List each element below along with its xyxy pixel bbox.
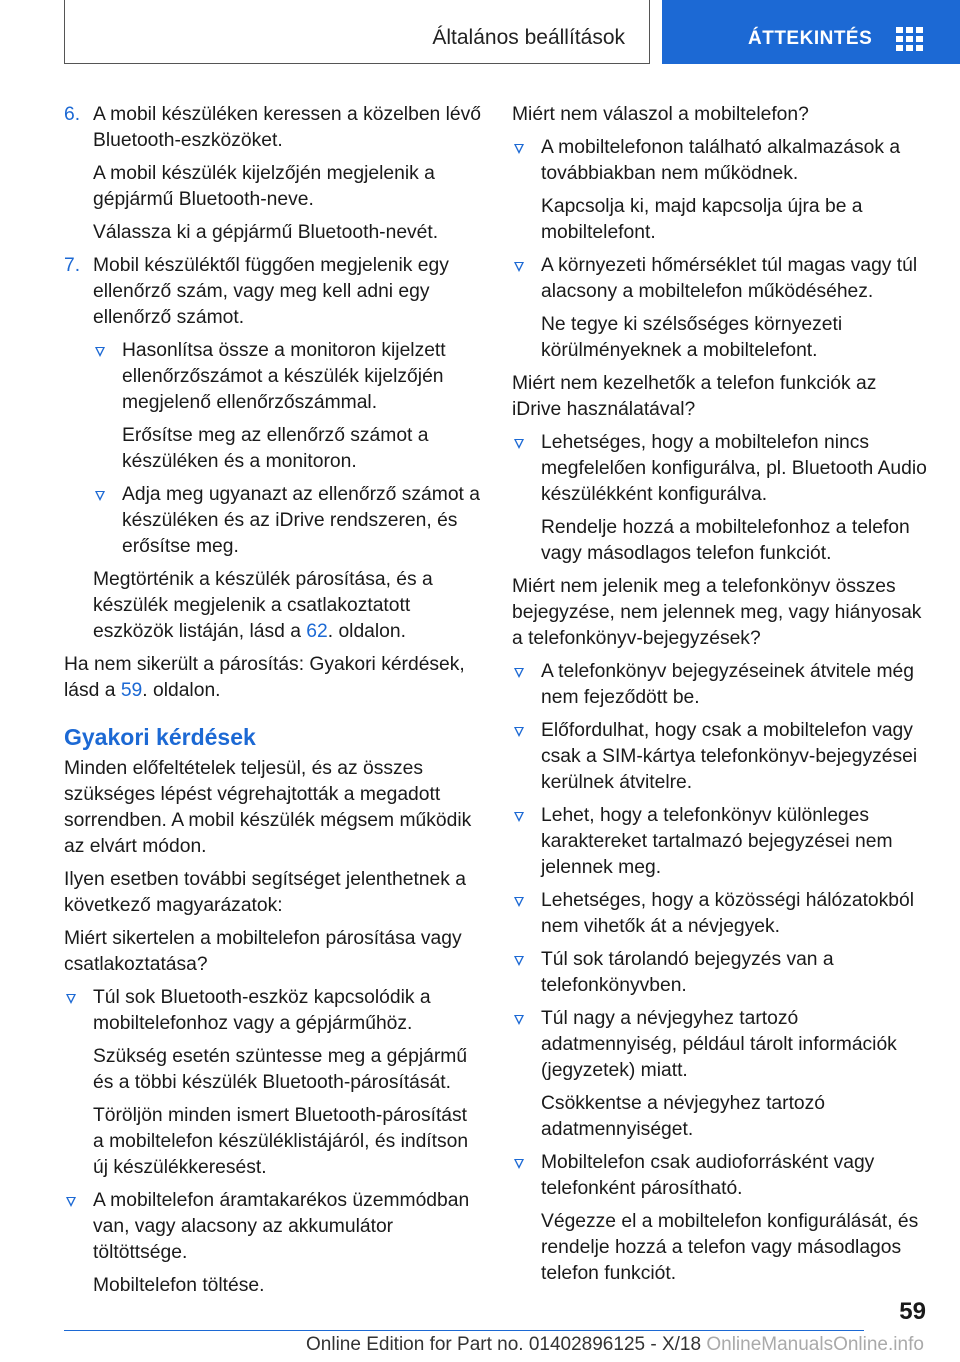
bullet-note: Kapcsolja ki, majd kapcsolja újra be a mobiltelefont. xyxy=(541,196,863,243)
bullet-item xyxy=(93,338,482,416)
bullet-note: Erősítse meg az ellenőrző számot a készüléken és a monitoron. xyxy=(122,425,429,472)
triangle-bullet-icon xyxy=(95,491,105,501)
triangle-bullet-icon xyxy=(514,812,524,822)
bullet-text: Túl sok Bluetooth-eszköz kapcsolódik a mobiltelefonhoz vagy a gépjárműhöz. xyxy=(93,987,431,1034)
triangle-bullet-icon xyxy=(514,727,524,737)
note-text: Megtörténik a készülék párosítása, és a készülék megjelenik a csatlakoztatott eszközök listáján, lásd a xyxy=(93,569,433,642)
triangle-bullet-icon xyxy=(514,439,524,449)
bullet-item xyxy=(512,888,928,940)
bullet-item xyxy=(512,253,928,305)
bullet-text: Lehet, hogy a telefonkönyv különleges karaktereket tartalmazó bejegyzései nem jelennek meg. xyxy=(541,805,893,878)
bullet-text: Hasonlítsa össze a monitoron kijelzett ellenőrzőszámot a készülék kijelzőjén megjelenő ellenőrzőszámmal. xyxy=(122,340,446,413)
question: Miért nem jelenik meg a telefonkönyv összes bejegyzése, nem jelennek meg, vagy hiányosak a telefonkönyv-bejegyzések? xyxy=(512,576,922,649)
question: Miért nem válaszol a mobiltelefon? xyxy=(512,104,809,125)
right-column xyxy=(512,102,928,1294)
page-link-59[interactable]: 59 xyxy=(120,680,143,701)
header-section-title: Általános beállítások xyxy=(432,26,625,49)
step-6 xyxy=(64,102,482,154)
bullet-item xyxy=(64,1188,482,1266)
paragraph: Minden előfeltételek teljesül, és az összes szükséges lépést végrehajtották a megadott sorrendben. A mobil készülék mégsem működik az elvárt módon. xyxy=(64,758,472,857)
triangle-bullet-icon xyxy=(95,347,105,357)
bullet-text: A környezeti hőmérséklet túl magas vagy túl alacsony a mobiltelefon működéséhez. xyxy=(541,255,918,302)
faq-heading: Gyakori kérdések xyxy=(64,724,256,750)
bullet-text: A mobiltelefon áramtakarékos üzemmódban van, vagy alacsony az akkumulátor töltöttsége. xyxy=(93,1190,470,1263)
triangle-bullet-icon xyxy=(514,897,524,907)
bullet-item xyxy=(512,659,928,711)
paragraph: Ilyen esetben további segítséget jelenthetnek a következő magyarázatok: xyxy=(64,869,466,916)
footer-divider xyxy=(64,1330,864,1331)
bullet-note: Mobiltelefon töltése. xyxy=(93,1275,265,1296)
footer-edition xyxy=(306,1334,924,1356)
step-text: Mobil készüléktől függően megjelenik egy ellenőrző szám, vagy meg kell adni egy ellenőrző számot. xyxy=(93,255,449,328)
edition-text: Online Edition for Part no. 01402896125 - X/18 xyxy=(306,1334,702,1355)
bullet-note: Rendelje hozzá a mobiltelefonhoz a telefon vagy másodlagos telefon funkciót. xyxy=(541,517,910,564)
triangle-bullet-icon xyxy=(514,1015,524,1025)
bullet-item xyxy=(512,1006,928,1084)
bullet-text: Lehetséges, hogy a mobiltelefon nincs megfelelően konfigurálva, pl. Bluetooth Audio készülékként konfigurálva. xyxy=(541,432,927,505)
bullet-text: Túl sok tárolandó bejegyzés van a telefonkönyvben. xyxy=(541,949,834,996)
bullet-item xyxy=(512,947,928,999)
bullet-text: Mobiltelefon csak audioforrásként vagy telefonként párosítható. xyxy=(541,1152,875,1199)
bullet-text: Adja meg ugyanazt az ellenőrző számot a készüléken és az iDrive rendszeren, és erősítse meg. xyxy=(122,484,480,557)
bullet-item xyxy=(512,1150,928,1202)
question: Miért nem kezelhetők a telefon funkciók az iDrive használatával? xyxy=(512,373,877,420)
bullet-note: Végezze el a mobiltelefon konfigurálását, és rendelje hozzá a telefon vagy másodlagos telefon funkciót. xyxy=(541,1211,919,1284)
bullet-note: Ne tegye ki szélsőséges környezeti körülményeknek a mobiltelefont. xyxy=(541,314,843,361)
bullet-item xyxy=(512,135,928,187)
page-number: 59 xyxy=(899,1298,926,1325)
header-overview-tab[interactable] xyxy=(662,0,960,64)
note-text: Ha nem sikerült a párosítás: Gyakori kérdések, lásd a xyxy=(64,654,465,701)
triangle-bullet-icon xyxy=(514,1159,524,1169)
triangle-bullet-icon xyxy=(66,994,76,1004)
watermark-site: OnlineManualsOnline.info xyxy=(706,1334,924,1355)
step-7 xyxy=(64,253,482,331)
bullet-item xyxy=(93,482,482,560)
step-note: Válassza ki a gépjármű Bluetooth-nevét. xyxy=(93,222,439,243)
pairing-fail-note xyxy=(64,652,482,704)
triangle-bullet-icon xyxy=(66,1197,76,1207)
page-link-62[interactable]: 62 xyxy=(306,621,328,642)
step-note xyxy=(64,567,482,645)
note-text: . oldalon. xyxy=(142,680,221,701)
bullet-text: Lehetséges, hogy a közösségi hálózatokból nem vihetők át a névjegyek. xyxy=(541,890,915,937)
bullet-note: Szükség esetén szüntesse meg a gépjármű és a többi készülék Bluetooth-párosítását. xyxy=(93,1046,468,1093)
bullet-text: Előfordulhat, hogy csak a mobiltelefon vagy csak a SIM-kártya telefonkönyv-bejegyzései kerülnek átvitelre. xyxy=(541,720,918,793)
bullet-item xyxy=(512,430,928,508)
bullet-item xyxy=(64,985,482,1037)
left-column xyxy=(64,102,482,1306)
triangle-bullet-icon xyxy=(514,668,524,678)
step-note: A mobil készülék kijelzőjén megjelenik a gépjármű Bluetooth-neve. xyxy=(93,163,435,210)
step-text: A mobil készüléken keressen a közelben lévő Bluetooth-eszközöket. xyxy=(93,104,481,151)
bullet-note: Csökkentse a névjegyhez tartozó adatmennyiséget. xyxy=(541,1093,826,1140)
bullet-item xyxy=(512,718,928,796)
triangle-bullet-icon xyxy=(514,262,524,272)
triangle-bullet-icon xyxy=(514,144,524,154)
bullet-text: A mobiltelefonon található alkalmazások a továbbiakban nem működnek. xyxy=(541,137,901,184)
step-number: 6. xyxy=(64,104,81,125)
header-tab-label: ÁTTEKINTÉS xyxy=(748,28,873,49)
bullet-item xyxy=(512,803,928,881)
question: Miért sikertelen a mobiltelefon párosítása vagy csatlakoztatása? xyxy=(64,928,462,975)
bullet-text: Túl nagy a névjegyhez tartozó adatmennyiség, például tárolt információk (jegyzetek) miatt. xyxy=(541,1008,897,1081)
header-section-box xyxy=(64,0,650,64)
note-text: . oldalon. xyxy=(327,621,406,642)
bullet-note: Töröljön minden ismert Bluetooth-párosítást a mobiltelefon készüléklistájáról, és indítson új készülékkeresést. xyxy=(93,1105,469,1178)
step-number: 7. xyxy=(64,255,81,276)
triangle-bullet-icon xyxy=(514,956,524,966)
bullet-text: A telefonkönyv bejegyzéseinek átvitele még nem fejeződött be. xyxy=(541,661,914,708)
grid-icon xyxy=(896,27,924,51)
